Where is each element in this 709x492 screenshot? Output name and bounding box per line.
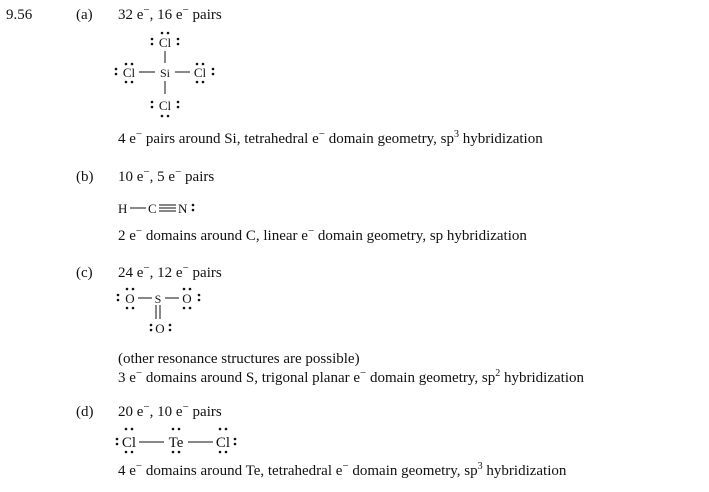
part-d-label: (d) (76, 404, 94, 420)
part-d-electron-count: 20 e−, 10 e− pairs (118, 401, 222, 420)
part-a-description: 4 e− pairs around Si, tetrahedral e− domain geometry, $sp^3$ hybridization (118, 128, 543, 147)
hcn-lewis-structure (114, 196, 204, 220)
atom-o-bottom: O (155, 321, 165, 336)
lone-pair-n (192, 204, 195, 212)
atom-h: H (118, 201, 128, 216)
triple-bond-c-n (159, 205, 176, 211)
so3-lewis-structure (112, 284, 204, 336)
part-c-label: (c) (76, 265, 93, 281)
atom-cl-right: Cl (215, 435, 231, 451)
sicl4-lewis-structure (110, 30, 220, 126)
tecl2-lewis-structure (112, 422, 242, 458)
part-b-electron-count: 10 e−, 5 e− pairs (118, 166, 215, 185)
atom-c: C (148, 201, 157, 216)
atom-cl-bottom: Cl (158, 98, 172, 113)
problem-number: 9.56 (6, 7, 33, 23)
atom-o-right: O (182, 291, 192, 306)
part-a-label: (a) (76, 7, 93, 23)
atom-s: S (154, 292, 162, 306)
atom-n: N (178, 201, 188, 216)
part-c-note: (other resonance structures are possible) (118, 351, 360, 367)
part-a-electron-count: 32 e−, 16 e− pairs (118, 4, 222, 23)
atom-si: Si (159, 66, 171, 80)
part-c-electron-count: 24 e−, 12 e− pairs (118, 262, 222, 281)
atom-cl-left: Cl (122, 65, 136, 80)
atom-cl-right: Cl (193, 65, 207, 80)
atom-o-left: O (125, 291, 135, 306)
atom-cl-top: Cl (158, 35, 172, 50)
part-b-label: (b) (76, 169, 94, 185)
part-c-description: 3 e− domains around S, trigonal planar e− domain geometry, $sp^2$ hybridization (118, 367, 584, 386)
double-bond-s-o-bottom (156, 305, 160, 319)
part-d-description: 4 e− domains around Te, tetrahedral e− domain geometry, $sp^3$ hybridization (118, 460, 567, 479)
part-b-description: 2 e− domains around C, linear e− domain geometry, sp hybridization (118, 225, 527, 244)
atom-te: Te (168, 435, 184, 451)
atom-cl-left: Cl (121, 435, 137, 451)
